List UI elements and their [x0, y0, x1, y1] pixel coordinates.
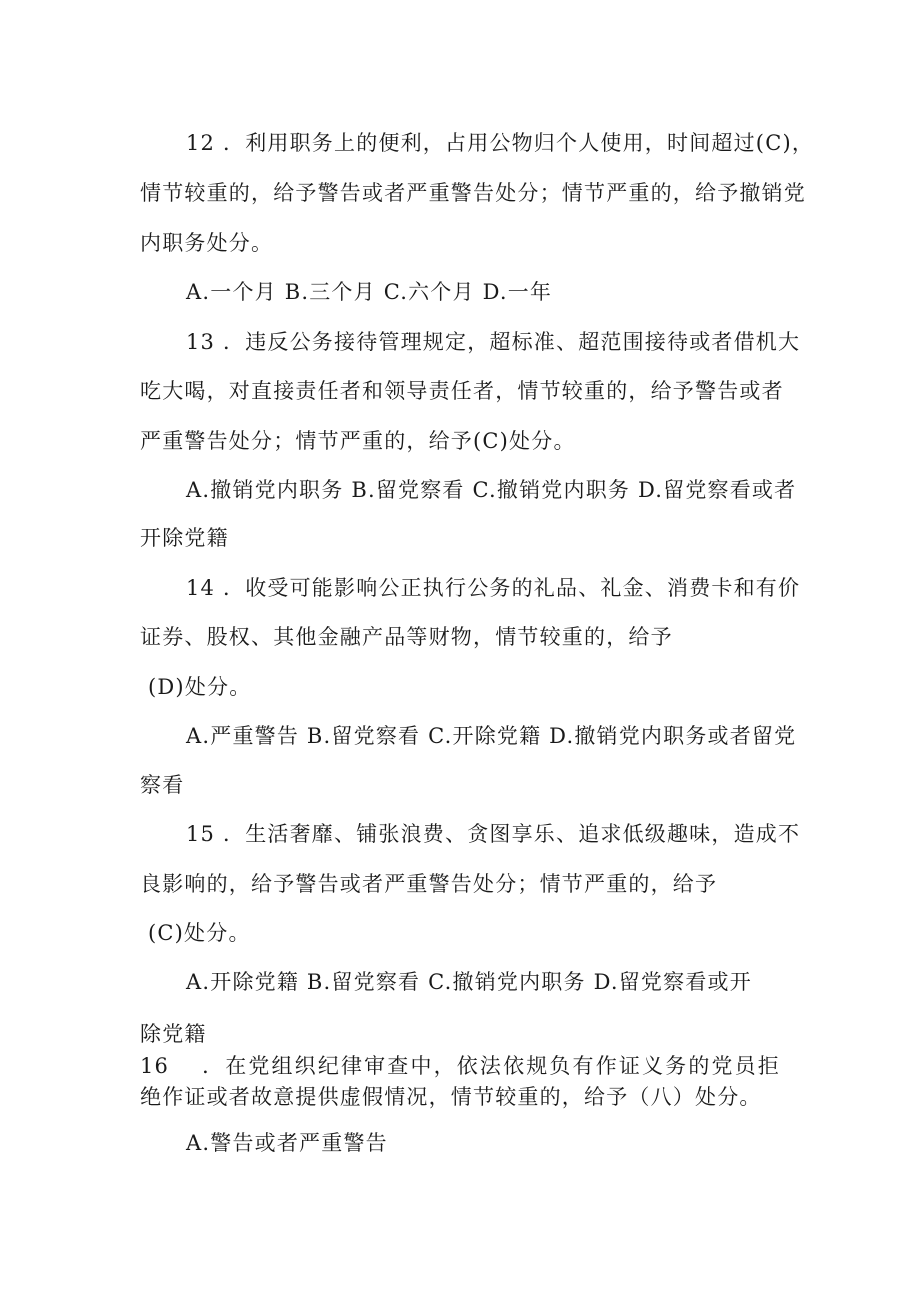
q12-line-1: 12 ．利用职务上的便利，占用公物归个人使用，时间超过(C)，	[186, 131, 815, 155]
q15-options-cont: 除党籍	[140, 1022, 207, 1046]
q14-line-2: 证券、股权、其他金融产品等财物，情节较重的，给予	[140, 625, 673, 649]
q14-line-3: (D)处分。	[148, 675, 252, 699]
q13-options: A.撤销党内职务 B.留党察看 C.撤销党内职务 D.留党察看或者	[186, 478, 797, 502]
q13-options-cont: 开除党籍	[140, 526, 229, 550]
q14-options-cont: 察看	[140, 773, 185, 797]
q12-line-2: 情节较重的，给予警告或者严重警告处分；情节严重的，给予撤销党	[140, 181, 806, 205]
q15-line-3: (C)处分。	[148, 921, 251, 945]
q16-options: A.警告或者严重警告	[186, 1131, 388, 1155]
q15-line-1: 15 ．生活奢靡、铺张浪费、贪图享乐、追求低级趣味，造成不	[186, 822, 801, 846]
q15-options: A.开除党籍 B.留党察看 C.撤销党内职务 D.留党察看或开	[186, 970, 752, 994]
q13-line-3: 严重警告处分；情节严重的，给予(C)处分。	[140, 429, 576, 453]
q13-line-2: 吃大喝，对直接责任者和领导责任者，情节较重的，给予警告或者	[140, 379, 784, 403]
q15-line-2: 良影响的，给予警告或者严重警告处分；情节严重的，给予	[140, 872, 718, 896]
q12-options: A.一个月 B.三个月 C.六个月 D.一年	[186, 280, 553, 304]
q16-line-2: 绝作证或者故意提供虚假情况，情节较重的，给予（八）处分。	[140, 1085, 762, 1109]
q16-line-1: 16 ．在党组织纪律审查中，依法依规负有作证义务的党员拒	[140, 1054, 780, 1078]
q12-line-3: 内职务处分。	[140, 231, 274, 255]
q13-line-1: 13 ．违反公务接待管理规定，超标准、超范围接待或者借机大	[186, 330, 801, 354]
q14-options: A.严重警告 B.留党察看 C.开除党籍 D.撤销党内职务或者留党	[186, 724, 797, 748]
q14-line-1: 14 ．收受可能影响公正执行公务的礼品、礼金、消费卡和有价	[186, 576, 801, 600]
